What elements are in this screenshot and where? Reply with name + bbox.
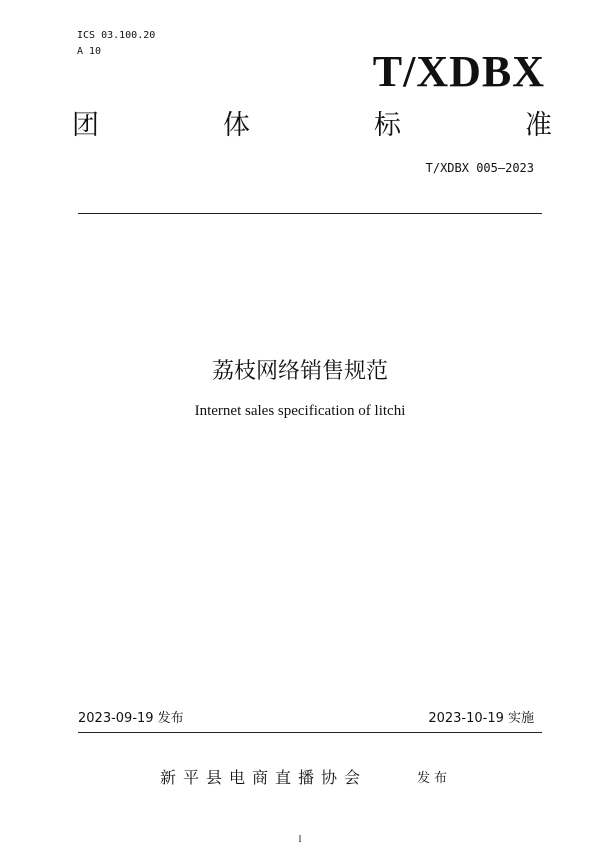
standard-type-heading [72,110,552,142]
standard-type-char: 标 [374,110,401,141]
document-title-chinese: 荔枝网络销售规范 [211,359,388,384]
standard-number: T/XDBX 005—2023 [425,161,534,175]
page-number: I [298,834,302,844]
standard-brand-code: T/XDBX [372,47,545,96]
standard-type-char: 体 [223,110,250,141]
header-divider [78,213,542,214]
issuing-organization: 新平县电商直播协会 [160,768,368,787]
standard-type-char: 团 [72,110,99,141]
classification-code: A 10 [77,46,102,57]
document-title-english: Internet sales specification of litchi [194,403,406,419]
issue-label: 发布 [417,771,452,786]
ics-code: ICS 03.100.20 [77,30,156,41]
footer-divider [78,732,542,733]
publish-date: 2023-09-19 发布 [78,711,184,726]
implementation-date: 2023-10-19 实施 [428,711,534,726]
standard-type-char: 准 [525,110,552,141]
